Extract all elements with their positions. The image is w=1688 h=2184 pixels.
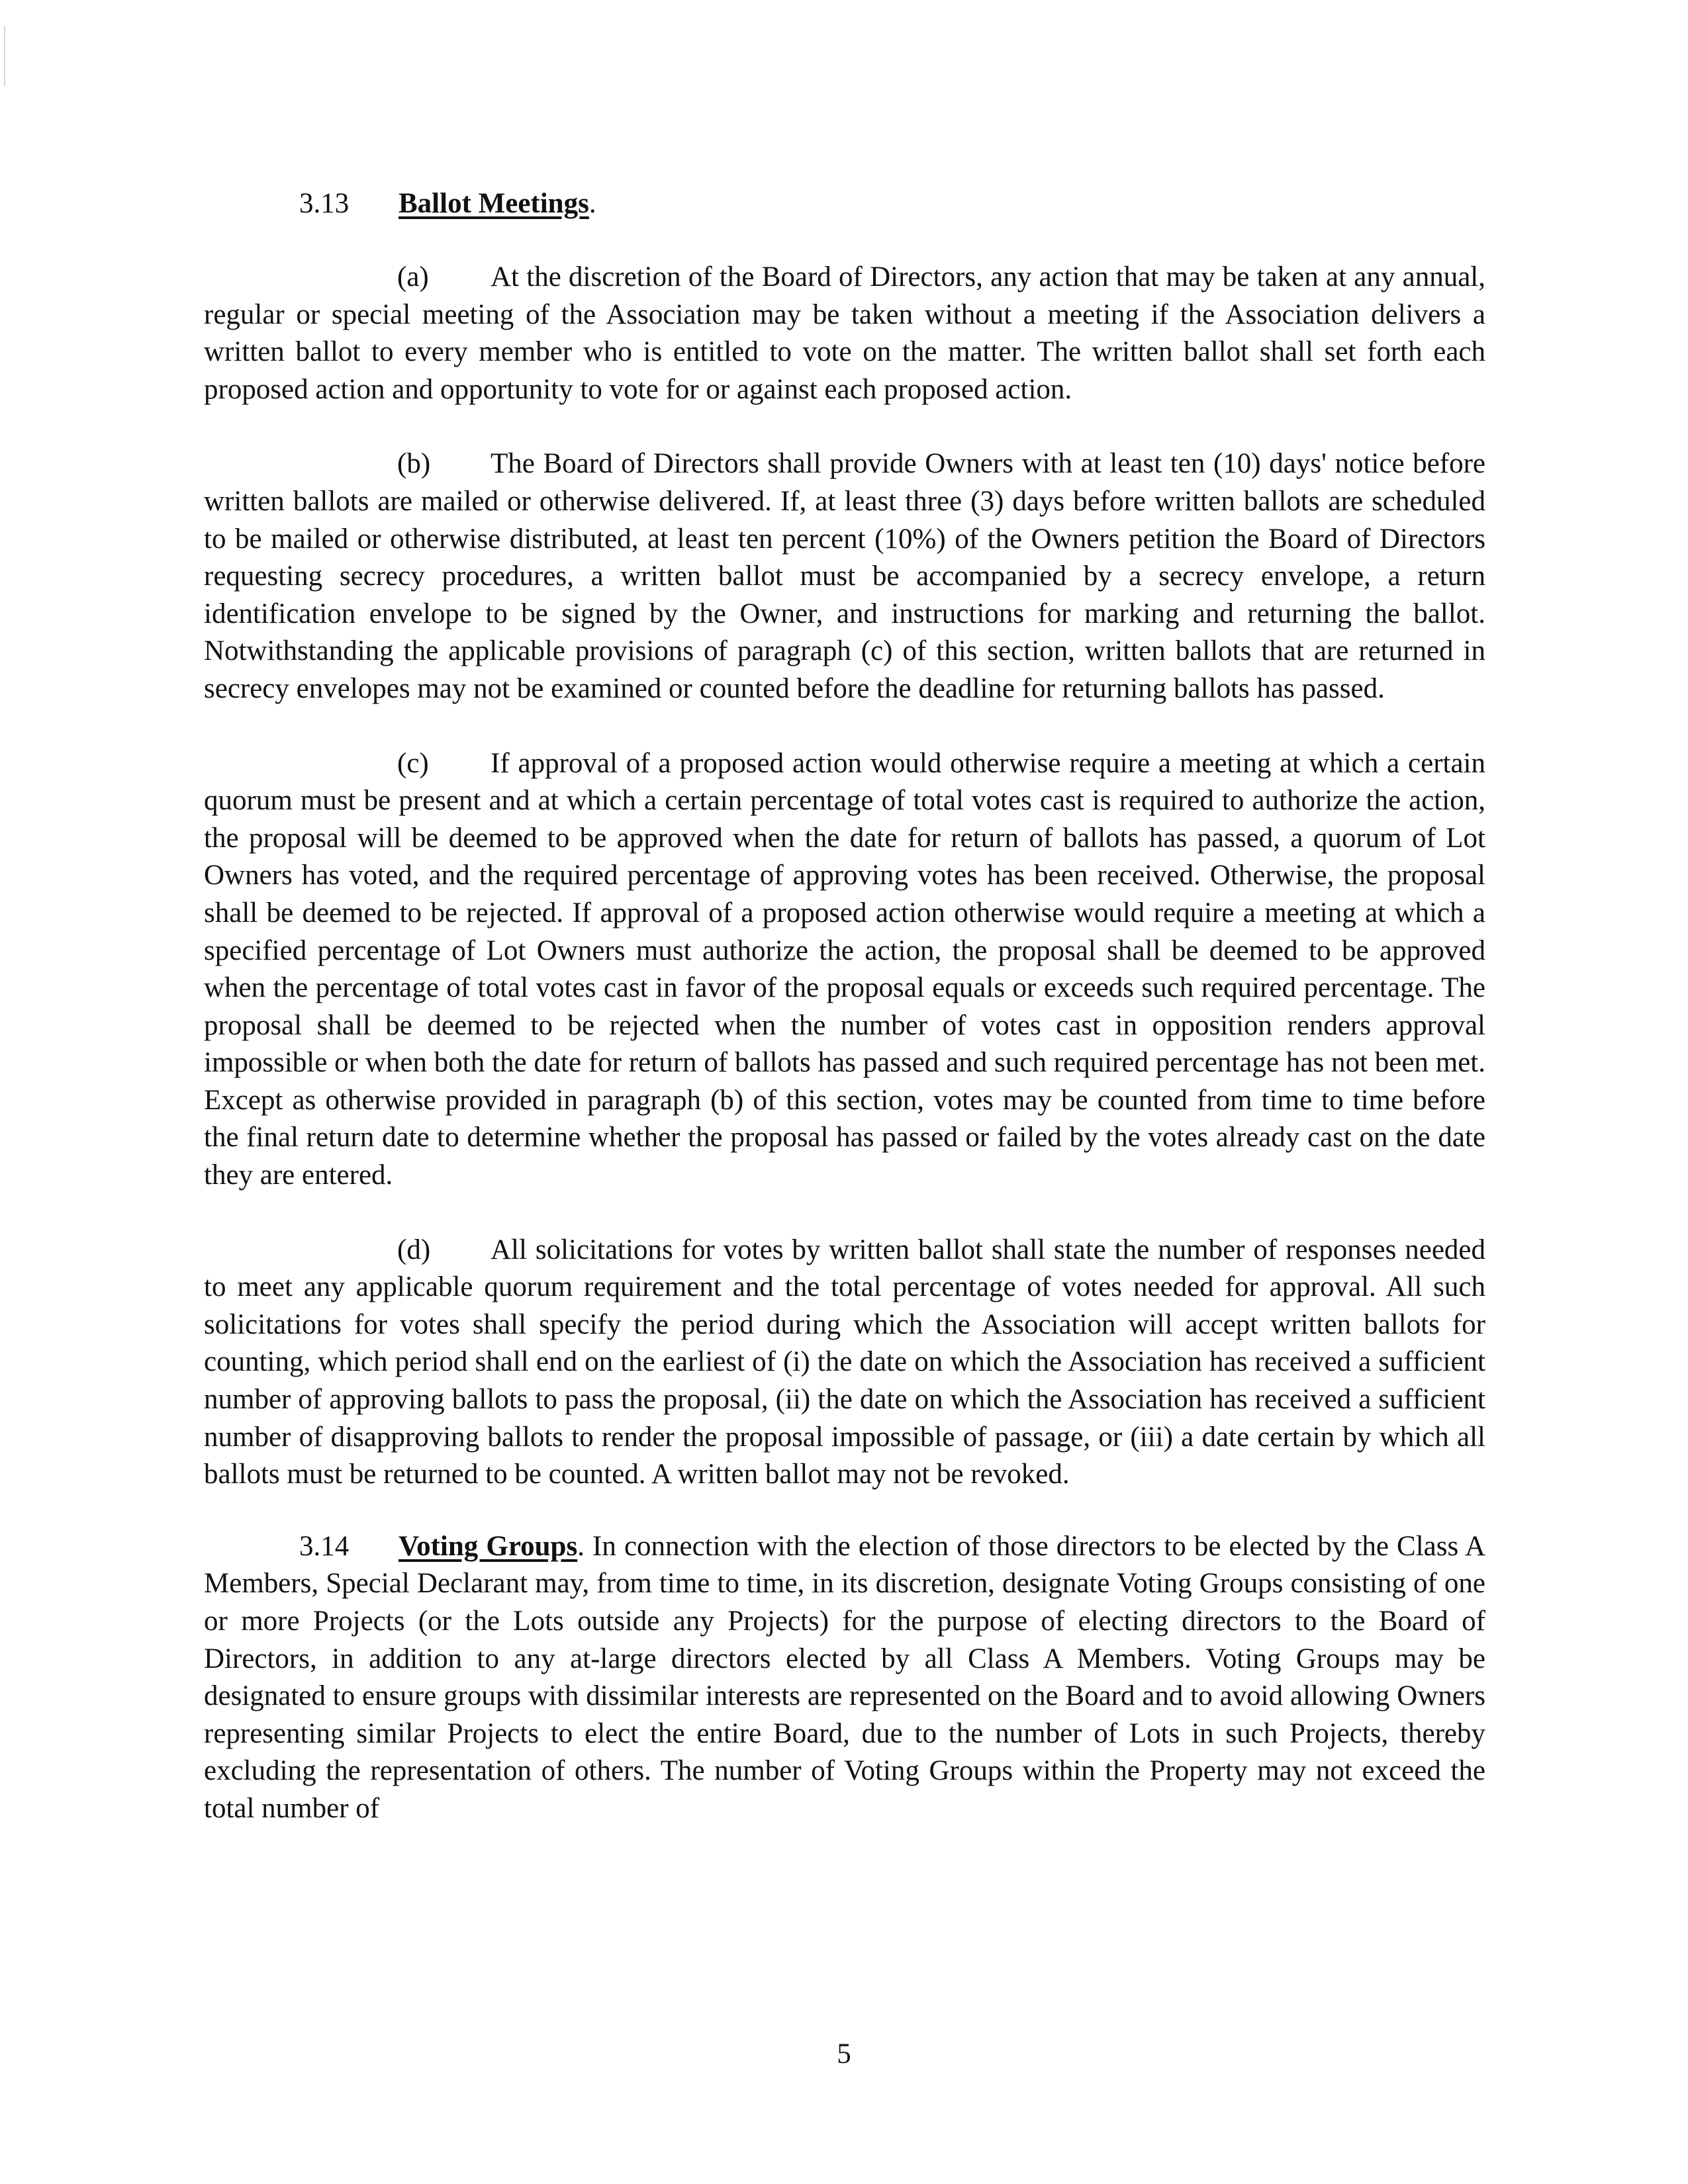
paragraph-text: All solicitations for votes by written ballot shall state the number of responses needed to meet any applicable quorum requirement and the total percentage of votes needed for approval. All such solicitations for votes shall specify the period during which the Association will accept written ballots for counting, which period shall end on the earliest of (i) the date on which the Association has received a sufficient number of approving ballots to pass the proposal, (ii) the date on which the Association has received a sufficient number of disapproving ballots to render the proposal impossible of passage, or (iii) a date certain by which all ballots must be returned to be counted. A written ballot may not be revoked. [204, 1234, 1485, 1490]
section-3-13-heading [204, 185, 1485, 222]
paragraph-d [204, 1232, 1485, 1494]
paragraph-text: At the discretion of the Board of Directors, any action that may be taken at any annual, regular or special meeting of the Association may be taken without a meeting if the Association delivers a written ballot to every member who is entitled to vote on the matter. The written ballot shall set forth each proposed action and opportunity to vote for or against each proposed action. [204, 261, 1485, 405]
section-number: 3.14 [299, 1530, 350, 1562]
paragraph-text: The Board of Directors shall provide Owners with at least ten (10) days' notice before written ballots are mailed or otherwise delivered. If, at least three (3) days before written ballots are scheduled to be mailed or otherwise distributed, at least ten percent (10%) of the Owners petition the Board of Directors requesting secrecy procedures, a written ballot must be accompanied by a secrecy envelope, a return identification envelope to be signed by the Owner, and instructions for marking and returning the ballot. Notwithstanding the applicable provisions of paragraph (c) of this section, written ballots that are returned in secrecy envelopes may not be examined or counted before the deadline for returning ballots has passed. [204, 448, 1485, 704]
paragraph-a [204, 259, 1485, 408]
paragraph-marker: (b) [397, 448, 431, 480]
paragraph-marker: (a) [397, 261, 429, 293]
paragraph-text: In connection with the election of those directors to be elected by the Class A Members, Special Declarant may, from time to time, in its discretion, designate Voting Groups consisting of one or more Projects (or the Lots outside any Projects) for the purpose of electing directors to the Board of Directors, in addition to any at-large directors elected by all Class A Members. Voting Groups may be designated to ensure groups with dissimilar interests are represented on the Board and to avoid allowing Owners representing similar Projects to elect the entire Board, due to the number of Lots in such Projects, thereby excluding the representation of others. The number of Voting Groups within the Property may not exceed the total number of [204, 1530, 1486, 1824]
section-title: Voting Groups [399, 1530, 578, 1562]
section-3-14-paragraph [204, 1528, 1485, 1828]
section-title-suffix: . [588, 188, 596, 219]
paragraph-marker: (d) [397, 1234, 431, 1265]
section-title-suffix: . [577, 1530, 585, 1562]
paragraph-marker: (c) [397, 747, 429, 779]
paragraph-c [204, 745, 1485, 1195]
section-title: Ballot Meetings [399, 188, 589, 219]
page-number: 5 [837, 2038, 851, 2070]
document-body [204, 185, 1485, 1828]
paragraph-b [204, 445, 1485, 707]
section-number: 3.13 [299, 188, 350, 219]
paragraph-text: If approval of a proposed action would otherwise require a meeting at which a certain quorum must be present and at which a certain percentage of total votes cast is required to authorize the action, the proposal will be deemed to be approved when the date for return of ballots has passed, a quorum of Lot Owners has voted, and the required percentage of approving votes has been received. Otherwise, the proposal shall be deemed to be rejected. If approval of a proposed action otherwise would require a meeting at which a specified percentage of Lot Owners must authorize the action, the proposal shall be deemed to be approved when the percentage of total votes cast in favor of the proposal equals or exceeds such required percentage. The proposal shall be deemed to be rejected when the number of votes cast in opposition renders approval impossible or when both the date for return of ballots has passed and such required percentage has not been met. Except as otherwise provided in paragraph (b) of this section, votes may be counted from time to time before the final return date to determine whether the proposal has passed or failed by the votes already cast on the date they are entered. [204, 747, 1485, 1191]
scan-edge-mark [4, 26, 5, 86]
